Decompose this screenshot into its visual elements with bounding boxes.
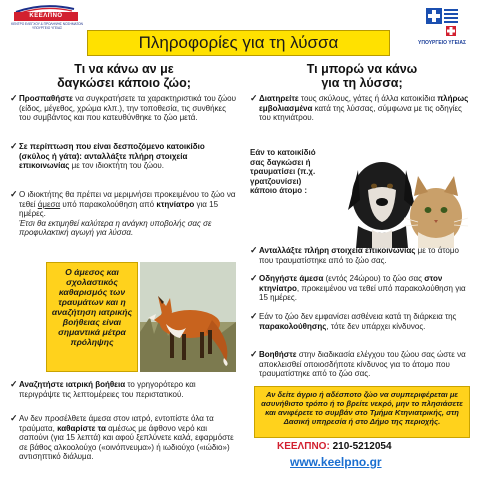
check-icon: ✓ bbox=[10, 379, 18, 389]
ministry-cross-icon bbox=[422, 4, 462, 38]
right-item-5-text: στην διαδικασία ελέγχου του ζώου σας ώστε να αποκλεισθεί οποιοσδήποτε κίνδυνος για το άτομο που τραυματίστηκε από το ζώο σας. bbox=[259, 350, 466, 379]
right-item-3-pre: (εντός 24ώρου) το ζώο σας bbox=[323, 274, 425, 283]
right-item-1-bold2: πλήρως εμβολιασμένα bbox=[259, 94, 469, 113]
right-column bbox=[250, 62, 474, 472]
left-item-3-mid: υπό παρακολούθηση από bbox=[60, 199, 157, 209]
left-item-2 bbox=[10, 142, 236, 171]
page-title: Πληροφορίες για τη λύσσα bbox=[138, 33, 339, 52]
header bbox=[0, 0, 480, 60]
contact-phone bbox=[277, 441, 392, 452]
right-item-2-text: με το άτομο που τραυματίστηκε από το ζώο σας. bbox=[259, 246, 459, 265]
check-icon: ✓ bbox=[10, 189, 18, 199]
left-item-4-bold: Αναζητήστε ιατρική βοήθεια bbox=[19, 380, 126, 389]
right-item-3-bold2: στον κτηνίατρο bbox=[259, 274, 443, 293]
check-icon: ✓ bbox=[10, 141, 18, 151]
check-icon: ✓ bbox=[10, 93, 18, 103]
right-item-1-post: κατά της λύσσας, σύμφωνα με τις οδηγίες του κτηνιάτρου. bbox=[259, 103, 462, 123]
left-item-5-bold: καθαρίστε τα bbox=[57, 423, 106, 433]
check-icon: ✓ bbox=[250, 273, 258, 283]
check-icon: ✓ bbox=[250, 349, 258, 359]
right-bite-intro-text: Εάν το κατοικίδιό σας δαγκώσει ή τραυματίσει (π.χ. γρατζουνίσει) κάποιο άτομο : bbox=[250, 148, 316, 196]
left-prevention-box bbox=[46, 262, 138, 372]
left-item-4-text: το γρηγορότερο και περιγράψτε τις λεπτομέρειες του περιστατικού. bbox=[19, 380, 196, 399]
left-item-4 bbox=[10, 380, 236, 399]
left-item-2-text: με τον ιδιοκτήτη του ζώου. bbox=[69, 161, 165, 171]
right-heading-line2: για τη λύσσα; bbox=[321, 76, 403, 90]
left-item-1-text: να συγκρατήσετε τα χαρακτηριστικά του ζώου (είδος, μέγεθος, χρώμα κλπ.), την τοποθεσία, τις συνθήκες του συμβάντος και που κατευθύνθηκε το ζώο μετά. bbox=[19, 94, 236, 123]
right-heading bbox=[250, 62, 474, 90]
right-heading-line1: Τι μπορώ να κάνω bbox=[306, 62, 418, 76]
left-column bbox=[10, 62, 238, 472]
right-item-4 bbox=[250, 312, 472, 331]
left-item-5-pre: Αν δεν προσέλθετε άμεσα στον ιατρό, εντοπίστε όλα τα τραύματα, bbox=[19, 414, 214, 433]
check-icon: ✓ bbox=[250, 245, 258, 255]
left-item-3-bold: κτηνίατρο bbox=[156, 199, 195, 209]
right-wild-animal-box bbox=[254, 386, 470, 438]
ministry-name: ΥΠΟΥΡΓΕΙΟ ΥΓΕΙΑΣ bbox=[418, 40, 466, 46]
keelpno-logo bbox=[6, 2, 86, 42]
right-item-4-post: , τότε δεν υπάρχει κίνδυνος. bbox=[326, 321, 426, 331]
right-item-5-bold: Βοηθήστε bbox=[259, 350, 297, 359]
right-bite-intro bbox=[250, 148, 326, 196]
left-item-3 bbox=[10, 190, 236, 238]
right-item-3 bbox=[250, 274, 472, 303]
right-item-4-pre: Εάν το ζώο δεν εμφανίσει ασθένεια κατά τη διάρκεια της bbox=[259, 312, 457, 321]
right-item-3-bold: Οδηγήστε άμεσα bbox=[259, 274, 324, 283]
right-wild-animal-text: Αν δείτε άγριο ή αδέσποτο ζώο να συμπεριφέρεται με ασυνήθιστο τρόπο ή το βρείτε νεκρό, μην το πλησιάσετε και ανιφέρετε το συμβάν στο Τμήμα Κτηνιατρικής, στη Δασική υπηρεσία ή στο Δήμο της περιοχής. bbox=[261, 390, 463, 426]
left-item-5 bbox=[10, 414, 236, 462]
right-item-1-pre: τους σκύλους, γάτες ή άλλα κατοικίδια bbox=[298, 94, 438, 103]
right-item-1 bbox=[250, 94, 472, 123]
phone-label: ΚΕΕΛΠΝΟ: bbox=[277, 441, 330, 452]
left-item-3-underlined: άμεσα bbox=[37, 199, 61, 209]
logo-subtitle: ΚΕΝΤΡΟ ΕΛΕΓΧΟΥ & ΠΡΟΛΗΨΗΣ ΝΟΣΗΜΑΤΩΝ ΥΠΟΥΡΓΕΙΟ ΥΓΕΙΑΣ bbox=[11, 22, 83, 30]
right-item-4-bold: παρακολούθησης bbox=[259, 321, 327, 331]
phone-number: 210-5212054 bbox=[332, 441, 392, 452]
right-item-2 bbox=[250, 246, 472, 265]
left-heading bbox=[10, 62, 238, 90]
left-item-1 bbox=[10, 94, 236, 123]
left-heading-line2: δαγκώσει κάποιο ζώο; bbox=[57, 76, 191, 90]
ministry-logo bbox=[412, 4, 472, 48]
right-item-2-bold: Ανταλλάξτε πλήρη στοιχεία επικοινωνίας bbox=[259, 246, 416, 255]
right-item-5 bbox=[250, 350, 472, 379]
left-item-3-post: για 15 ημέρες. bbox=[19, 199, 219, 219]
check-icon: ✓ bbox=[10, 413, 18, 423]
right-item-1-bold: Διατηρείτε bbox=[259, 94, 299, 103]
left-item-3-italic: Έτσι θα εκτιμηθεί καλύτερα η ανάγκη υποβολής σας σε προφυλακτική αγωγή για λύσσα. bbox=[19, 218, 212, 238]
left-item-5-post: αμέσως με άφθονο νερό και σαπούνι (για 15 λεπτά) και αφού ξεπλύνετε καλά, εφαρμόστε σε βάθος αλκοολούχο («οινόπνευμα») ή ιωδιούχο («ιώδιο») αντισηπτικό διάλυμα. bbox=[19, 423, 234, 462]
page-title-box bbox=[87, 30, 390, 56]
website-link[interactable]: www.keelpno.gr bbox=[290, 455, 382, 469]
logo-brand-text: ΚΕΕΛΠΝΟ bbox=[14, 12, 78, 21]
dog-cat-image bbox=[338, 140, 470, 248]
left-item-2-bold: Σε περίπτωση που είναι δεσποζόμενο κατοικίδιο (σκύλος ή γάτα): ανταλλάξτε πλήρη στοιχεία επικοινωνίας bbox=[19, 142, 205, 171]
check-icon: ✓ bbox=[250, 93, 258, 103]
left-prevention-text: Ο άμεσος και σχολαστικός καθαρισμός των τραυμάτων και η αναζήτηση ιατρικής βοήθειας είναι σημαντικά μέτρα πρόληψης bbox=[51, 267, 133, 347]
fox-image bbox=[140, 262, 236, 372]
left-item-3-pre: Ο ιδιοκτήτης θα πρέπει να μεριμνήσει προκειμένου το ζώο να τεθεί bbox=[19, 190, 236, 209]
left-heading-line1: Τι να κάνω αν με bbox=[74, 62, 174, 76]
check-icon: ✓ bbox=[250, 311, 258, 321]
right-item-3-post: , προκειμένου να τεθεί υπό παρακολούθηση για 15 ημέρες. bbox=[259, 283, 466, 303]
left-item-1-bold: Προσπαθήστε bbox=[19, 94, 73, 103]
